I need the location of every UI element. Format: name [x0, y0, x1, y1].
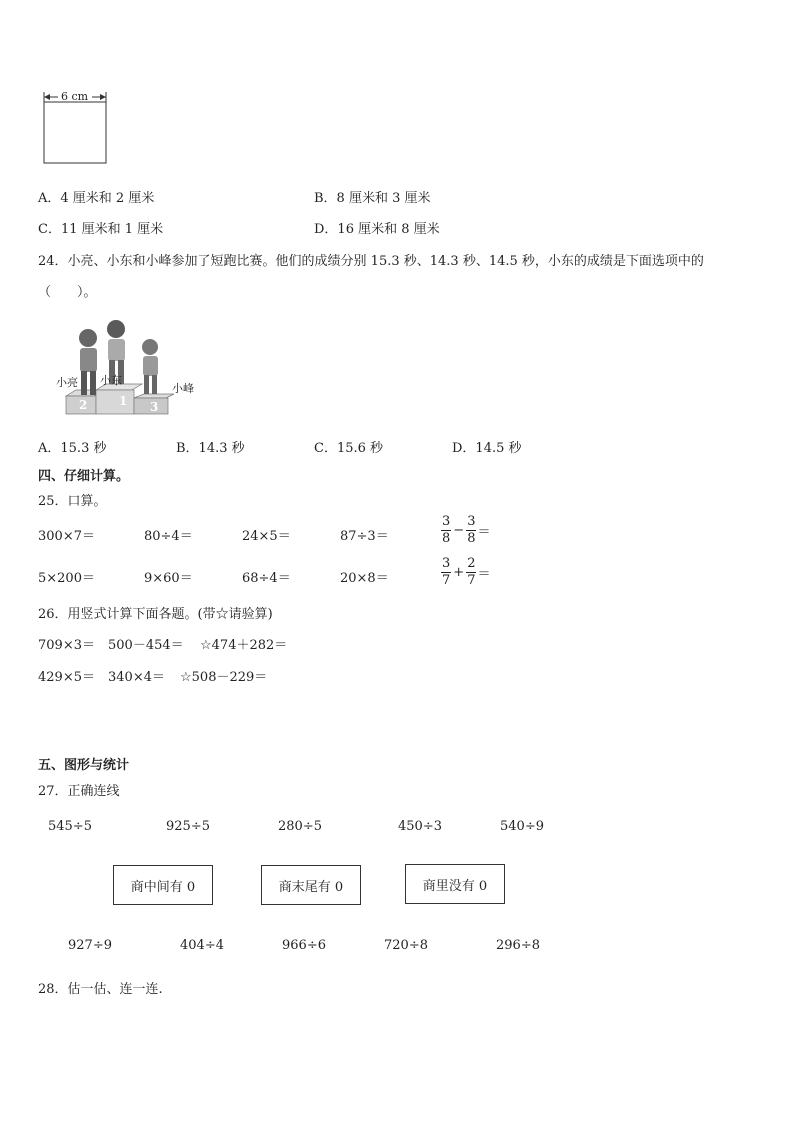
- category-box[interactable]: 商末尾有 0: [261, 865, 361, 905]
- option-c[interactable]: C．15.6 秒: [314, 441, 384, 456]
- fraction-expression: 3 7 + $\frac{2}{7}$ ＝: [442, 556, 491, 588]
- category-box[interactable]: 商里没有 0: [405, 864, 505, 904]
- division-expression[interactable]: 720÷8: [384, 938, 428, 953]
- oral-calc-item: 87÷3＝: [340, 529, 389, 544]
- written-calc-item: ☆474＋282＝: [200, 638, 288, 653]
- section-5-title: 五、图形与统计: [38, 758, 130, 773]
- division-expression[interactable]: 545÷5: [48, 819, 92, 834]
- option-a[interactable]: A．4 厘米和 2 厘米: [38, 191, 155, 206]
- option-d[interactable]: D．16 厘米和 8 厘米: [314, 222, 440, 237]
- podium-illustration: [54, 316, 204, 418]
- option-c[interactable]: C．11 厘米和 1 厘米: [38, 222, 164, 237]
- question-28-stem: 28．估一估、连一连.: [38, 982, 163, 997]
- oral-calc-item: 24×5＝: [242, 529, 291, 544]
- division-expression[interactable]: 280÷5: [278, 819, 322, 834]
- dimension-label: 6 cm: [61, 90, 89, 103]
- oral-calc-item: 20×8＝: [340, 571, 389, 586]
- division-expression[interactable]: 540÷9: [500, 819, 544, 834]
- division-expression[interactable]: 404÷4: [180, 938, 224, 953]
- oral-calc-item: 9×60＝: [144, 571, 193, 586]
- answer-blank: （ ）。: [38, 285, 97, 300]
- question-24-stem: 24．小亮、小东和小峰参加了短跑比赛。他们的成绩分别 15.3 秒、14.3 秒、14.5 秒，小东的成绩是下面选项中的: [38, 254, 704, 269]
- label-xiaofeng: 小峰: [172, 382, 194, 395]
- written-calc-item: 429×5＝: [38, 670, 95, 685]
- division-expression[interactable]: 927÷9: [68, 938, 112, 953]
- written-calc-item: 709×3＝: [38, 638, 95, 653]
- oral-calc-item: 68÷4＝: [242, 571, 291, 586]
- question-26-stem: 26．用竖式计算下面各题。(带☆请验算): [38, 607, 273, 622]
- podium-number-2: 2: [79, 398, 88, 412]
- option-b[interactable]: B．14.3 秒: [176, 441, 245, 456]
- written-calc-item: 340×4＝: [108, 670, 165, 685]
- division-expression[interactable]: 296÷8: [496, 938, 540, 953]
- division-expression[interactable]: 450÷3: [398, 819, 442, 834]
- oral-calc-item: 80÷4＝: [144, 529, 193, 544]
- label-xiaoliang: 小亮: [56, 376, 78, 389]
- label-xiaodong: 小东: [100, 374, 122, 387]
- option-a[interactable]: A．15.3 秒: [38, 441, 107, 456]
- section-4-title: 四、仔细计算。: [38, 469, 130, 484]
- category-box[interactable]: 商中间有 0: [113, 865, 213, 905]
- podium-number-1: 1: [119, 394, 128, 408]
- fraction-expression: 3 8 − $\frac{3}{8}$ ＝: [442, 514, 491, 546]
- question-27-stem: 27．正确连线: [38, 784, 120, 799]
- division-expression[interactable]: 925÷5: [166, 819, 210, 834]
- written-calc-item: ☆508－229＝: [180, 670, 268, 685]
- question-25-stem: 25．口算。: [38, 494, 107, 509]
- written-calc-item: 500－454＝: [108, 638, 184, 653]
- podium-number-3: 3: [150, 400, 159, 414]
- option-b[interactable]: B．8 厘米和 3 厘米: [314, 191, 431, 206]
- oral-calc-item: 5×200＝: [38, 571, 95, 586]
- division-expression[interactable]: 966÷6: [282, 938, 326, 953]
- option-d[interactable]: D．14.5 秒: [452, 441, 522, 456]
- oral-calc-item: 300×7＝: [38, 529, 95, 544]
